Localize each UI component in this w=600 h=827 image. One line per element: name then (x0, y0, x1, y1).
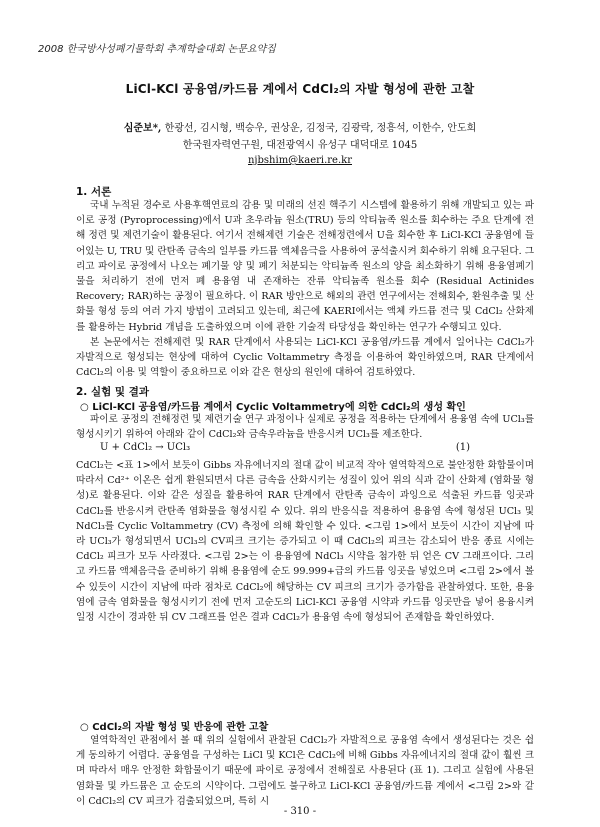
page-number: - 310 - (283, 806, 317, 817)
subsection-heading-formation: ○ CdCl₂의 자발 형성 및 반응에 관한 고찰 (80, 722, 269, 733)
affiliation: 한국원자력연구원, 대전광역시 유성구 대덕대로 1045 (182, 140, 418, 151)
formation-text (76, 733, 534, 809)
lead-author: 심준보*, (123, 123, 162, 134)
paper-title: LiCl-KCl 공융염/카드뮴 계에서 CdCl₂의 자발 형성에 관한 고찰 (125, 82, 475, 96)
cv-intro-text (76, 412, 534, 442)
running-header: 2008 한국방사성폐기물학회 추계학술대회 논문요약집 (38, 44, 276, 55)
cv-paragraph-2: CdCl₂는 <표 1>에서 보듯이 Gibbs 자유에너지의 절대 값이 비교적 작아 열역학적으로 불안정한 화합물이며 따라서 Cd²⁺ 이온은 쉽게 환원되면서 다른 금속을 산화시키는 성질이 있어 위의 식과 같이 산화제 (염화물 형성)로 활용된다. 이와 같은 성질을 활용하여 RAR 단계에서 란탄족 금속이 과잉으로 석출된 카드뮴 잉곳과 CdCl₂를 반응시켜 란탄족 염화물을 형성시킬 수 있다. 위의 반응식을 적용하여 용융염 속에 형성된 UCl₃ 및 NdCl₃를 Cyclic Voltammetry (CV) 측정에 의해 확인할 수 있다. <그림 1>에서 보듯이 시간이 지남에 따라 UCl₃가 형성되면서 UCl₃의 CV피크 크기는 증가되고 이 때 CdCl₂의 피크는 감소되어 반응 종료 시에는 CdCl₂ 피크가 모두 사라졌다. <그림 2>는 이 용융염에 NdCl₃ 시약을 첨가한 뒤 얻은 CV 그래프이다. 그리고 카드뮴 액체음극을 준비하기 위해 용융염에 순도 99.999+급의 카드뮴 잉곳을 넣었으며 <그림 2>에서 볼 수 있듯이 시간이 지남에 따라 점차로 CdCl₂에 해당하는 CV 피크의 크기가 증가함을 관찰하였다. 또한, 용융염에 금속 염화물을 형성시키기 전에 먼저 고순도의 LiCl-KCl 공융염 시약과 카드뮴 잉곳만을 넣어 용융시켜 일정 시간이 경과한 뒤 CV 그래프를 얻은 결과 CdCl₂가 용융염 속에 형성되어 존재함을 확인하였다. (76, 460, 534, 624)
equation-text: U + CdCl₂ → UCl₃ (100, 442, 191, 453)
cv-paragraph-1: 파이로 공정의 전해정련 및 제련기술 연구 과정이나 실제로 공정을 적용하는 단계에서 용융염 속에 UCl₃를 형성시키기 위하여 아래와 같이 CdCl₂와 금속우라늄을 반응시켜 UCl₃를 제조한다. (76, 414, 534, 441)
intro-paragraph-1: 국내 누적된 경수로 사용후핵연료의 감용 및 미래의 선진 핵주기 시스템에 활용하기 위해 개발되고 있는 파이로 공정 (Pyroprocessing)에서 U과 초우라늄 원소(TRU) 등의 악티늄족 원소를 회수하는 주요 단계에 전해 정련 및 제련기술이 활용된다. 여기서 전해제련 기술은 전해정련에서 U을 회수한 후 LiCl-KCl 공융염에 들어있는 U, TRU 및 란탄족 금속의 일부를 카드뮴 액체음극을 사용하여 공석출시켜 회수하기 위해 요구된다. 그리고 파이로 공정에서 나오는 폐기물 양 및 폐기 처분되는 악티늄족 원소의 양을 최소화하기 위해 용융염폐기물을 처리하기 전에 먼저 폐 용융염 내 존재하는 잔류 악티늄족 원소를 회수 (Residual Actinides Recovery; RAR)하는 공정이 필요하다. 이 RAR 방안으로 해외의 관련 연구에서는 전해회수, 환원추출 및 산화물 형성 등의 여러 가지 방법이 고려되고 있는데, 최근에 KAERI에서는 액체 카드뮴 전극 및 CdCl₂ 산화제를 활용하는 Hybrid 개념을 도출하였으며 이에 관한 기술적 타당성을 확인하는 연구가 수행되고 있다. (76, 200, 534, 333)
cv-results-text (76, 458, 534, 625)
author-list (0, 119, 600, 134)
subsection-heading-cv: ○ LiCl-KCl 공융염/카드뮴 계에서 Cyclic Voltammetry에 의한 CdCl₂의 생성 확인 (80, 402, 466, 413)
section-heading-intro: 1. 서론 (76, 186, 112, 198)
equation-1 (100, 442, 530, 453)
intro-paragraph-2: 본 논문에서는 전해제련 및 RAR 단계에서 사용되는 LiCl-KCl 공융염/카드뮴 계에서 일어나는 CdCl₂가 자발적으로 형성되는 현상에 대하여 Cyclic Voltammetry 측정을 이용하여 확인하였으며, RAR 단계에서 CdCl₂의 이용 및 역할이 중요하므로 이와 같은 현상의 원인에 대하여 검토하였다. (76, 336, 534, 379)
intro-text (76, 198, 534, 380)
equation-number: (1) (455, 442, 470, 453)
formation-paragraph-1: 열역학적인 관점에서 볼 때 위의 실험에서 관찰된 CdCl₂가 자발적으로 공융염 속에서 생성된다는 것은 쉽게 동의하기 어렵다. 공융염을 구성하는 LiCl 및 KCl은 CdCl₂에 비해 Gibbs 자유에너지의 절대 값이 훨씬 크며 따라서 매우 안정한 화합물이기 때문에 파이로 공정에서 전해질로 사용된다 (표 1). 그리고 실험에 사용된 염화물 및 카드뮴은 고 순도의 시약이다. 그럼에도 불구하고 LiCl-KCl 공융염/카드뮴 계에서 <그림 2>와 같이 CdCl₂의 CV 피크가 검출되었으며, 특히 시 (76, 735, 534, 807)
section-heading-experiment: 2. 실험 및 결과 (76, 386, 149, 398)
co-authors: 한광선, 김시형, 백승우, 권상운, 김정국, 김광락, 정흥석, 이한수, 안도희 (161, 123, 477, 134)
author-email[interactable]: njbshim@kaeri.re.kr (247, 155, 352, 166)
